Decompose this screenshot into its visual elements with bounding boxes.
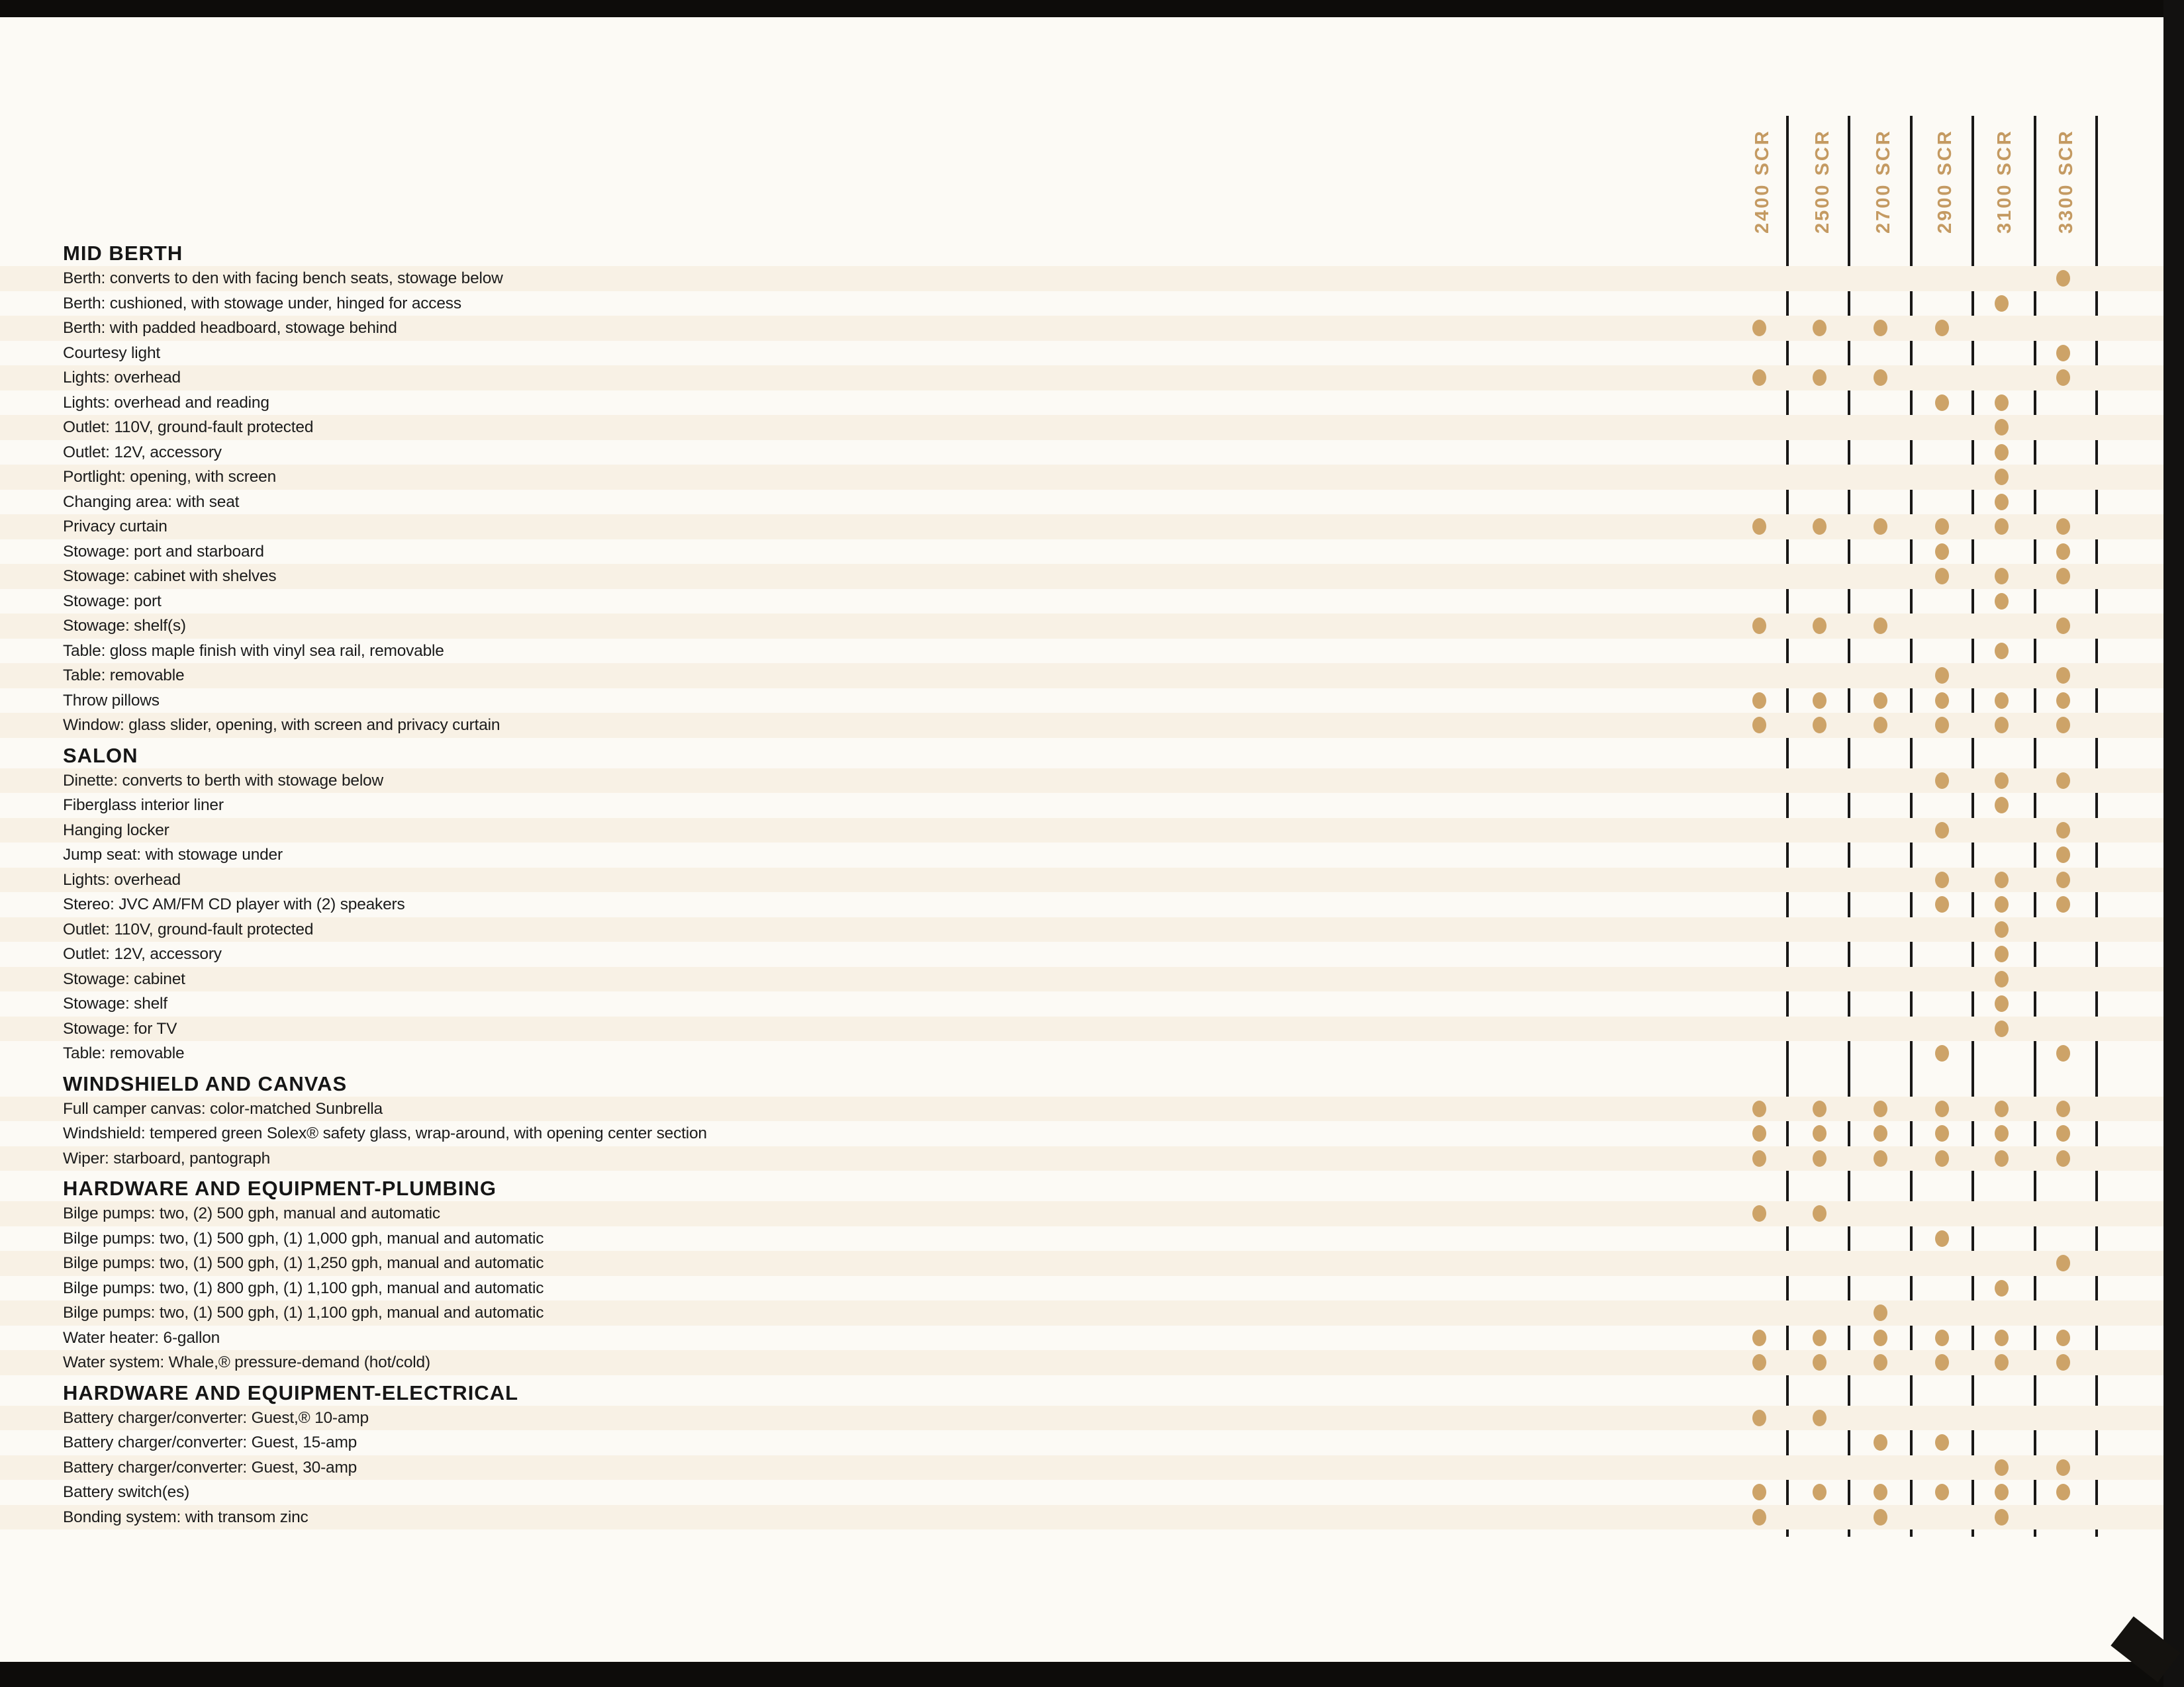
feature-included-dot-2500-scr — [1813, 1410, 1827, 1426]
feature-included-dot-3100-scr — [1995, 568, 2009, 584]
feature-included-dot-3300-scr — [2056, 1045, 2070, 1062]
section-header-hardware-and-equipment-plumbing: HARDWARE AND EQUIPMENT-PLUMBING — [63, 1177, 497, 1200]
feature-label: Lights: overhead — [63, 369, 181, 387]
feature-row-stowage-port — [0, 589, 2163, 614]
feature-label: Outlet: 110V, ground-fault protected — [63, 418, 314, 436]
feature-included-dot-3300-scr — [2056, 1125, 2070, 1142]
feature-included-dot-2700-scr — [1874, 1434, 1887, 1451]
feature-included-dot-2400-scr — [1752, 1205, 1766, 1222]
feature-included-dot-2700-scr — [1874, 1150, 1887, 1167]
feature-row-bilge-pumps-two-1-500-gph-1-1-000-gph-ma — [0, 1226, 2163, 1252]
feature-included-dot-3100-scr — [1995, 643, 2009, 659]
feature-included-dot-3300-scr — [2056, 369, 2070, 386]
feature-included-dot-3300-scr — [2056, 846, 2070, 863]
feature-included-dot-2900-scr — [1935, 822, 1949, 839]
feature-label: Courtesy light — [63, 343, 160, 362]
feature-row-stowage-cabinet-with-shelves — [0, 564, 2163, 589]
feature-included-dot-3300-scr — [2056, 667, 2070, 684]
feature-included-dot-3300-scr — [2056, 518, 2070, 535]
feature-label: Stowage: for TV — [63, 1019, 177, 1038]
feature-row-lights-overhead — [0, 868, 2163, 893]
feature-included-dot-3100-scr — [1995, 469, 2009, 485]
feature-label: Outlet: 12V, accessory — [63, 945, 222, 963]
feature-included-dot-3100-scr — [1995, 1125, 2009, 1142]
feature-label: Battery charger/converter: Guest,® 10-amp — [63, 1408, 369, 1427]
feature-included-dot-2900-scr — [1935, 394, 1949, 411]
feature-included-dot-3300-scr — [2056, 772, 2070, 789]
feature-included-dot-3100-scr — [1995, 1150, 2009, 1167]
feature-included-dot-2400-scr — [1752, 617, 1766, 634]
feature-row-bilge-pumps-two-1-500-gph-1-1-100-gph-ma — [0, 1300, 2163, 1326]
feature-included-dot-2900-scr — [1935, 568, 1949, 584]
feature-included-dot-2400-scr — [1752, 1410, 1766, 1426]
feature-row-privacy-curtain — [0, 514, 2163, 539]
feature-label: Bilge pumps: two, (1) 500 gph, (1) 1,100 gph, manual and automatic — [63, 1304, 544, 1322]
feature-included-dot-3100-scr — [1995, 494, 2009, 510]
feature-included-dot-3100-scr — [1995, 1459, 2009, 1476]
feature-included-dot-3300-scr — [2056, 872, 2070, 888]
feature-included-dot-2700-scr — [1874, 369, 1887, 386]
feature-included-dot-2900-scr — [1935, 543, 1949, 560]
column-header-3300-scr: 3300 SCR — [2056, 129, 2077, 234]
feature-included-dot-2700-scr — [1874, 1125, 1887, 1142]
feature-label: Window: glass slider, opening, with screen and privacy curtain — [63, 716, 500, 734]
feature-included-dot-2500-scr — [1813, 1484, 1827, 1500]
feature-included-dot-2900-scr — [1935, 692, 1949, 709]
feature-included-dot-3100-scr — [1995, 717, 2009, 733]
feature-included-dot-3100-scr — [1995, 971, 2009, 987]
feature-included-dot-3300-scr — [2056, 617, 2070, 634]
feature-label: Berth: converts to den with facing bench seats, stowage below — [63, 269, 503, 287]
feature-included-dot-3300-scr — [2056, 270, 2070, 287]
feature-row-stowage-port-and-starboard — [0, 539, 2163, 565]
feature-label: Bonding system: with transom zinc — [63, 1508, 309, 1526]
feature-included-dot-2700-scr — [1874, 1304, 1887, 1321]
section-header-salon: SALON — [63, 743, 138, 767]
feature-label: Stowage: port — [63, 592, 162, 610]
feature-included-dot-2900-scr — [1935, 1354, 1949, 1371]
feature-row-bilge-pumps-two-1-500-gph-1-1-250-gph-ma — [0, 1251, 2163, 1276]
feature-included-dot-2400-scr — [1752, 1150, 1766, 1167]
feature-included-dot-2900-scr — [1935, 717, 1949, 733]
feature-included-dot-3300-scr — [2056, 1255, 2070, 1271]
feature-row-windshield-tempered-green-solex-safety-g — [0, 1121, 2163, 1146]
feature-included-dot-2500-scr — [1813, 1354, 1827, 1371]
feature-included-dot-2400-scr — [1752, 369, 1766, 386]
feature-label: Privacy curtain — [63, 518, 167, 535]
feature-included-dot-2700-scr — [1874, 1509, 1887, 1526]
feature-included-dot-3300-scr — [2056, 1330, 2070, 1346]
feature-row-bilge-pumps-two-1-800-gph-1-1-100-gph-ma — [0, 1276, 2163, 1301]
feature-label: Jump seat: with stowage under — [63, 846, 283, 864]
feature-included-dot-3100-scr — [1995, 1280, 2009, 1297]
feature-label: Throw pillows — [63, 691, 160, 709]
feature-included-dot-3100-scr — [1995, 1101, 2009, 1117]
feature-label: Bilge pumps: two, (2) 500 gph, manual and automatic — [63, 1205, 440, 1222]
feature-label: Stowage: shelf(s) — [63, 617, 186, 635]
feature-included-dot-3100-scr — [1995, 444, 2009, 461]
feature-row-dinette-converts-to-berth-with-stowage-b — [0, 768, 2163, 794]
feature-included-dot-3300-scr — [2056, 1354, 2070, 1371]
feature-label: Stowage: cabinet with shelves — [63, 567, 277, 585]
column-header-3100-scr: 3100 SCR — [1994, 129, 2015, 234]
feature-included-dot-2400-scr — [1752, 1484, 1766, 1500]
feature-label: Full camper canvas: color-matched Sunbrella — [63, 1099, 383, 1118]
feature-included-dot-2500-scr — [1813, 369, 1827, 386]
feature-included-dot-3300-scr — [2056, 1484, 2070, 1500]
feature-row-stowage-shelf-s — [0, 614, 2163, 639]
feature-included-dot-2900-scr — [1935, 667, 1949, 684]
feature-included-dot-2500-scr — [1813, 1125, 1827, 1142]
feature-row-wiper-starboard-pantograph — [0, 1146, 2163, 1171]
feature-included-dot-2500-scr — [1813, 617, 1827, 634]
feature-included-dot-2700-scr — [1874, 518, 1887, 535]
feature-included-dot-3300-scr — [2056, 1459, 2070, 1476]
feature-row-berth-with-padded-headboard-stowage-behi — [0, 316, 2163, 341]
feature-row-battery-charger-converter-guest-30-amp — [0, 1455, 2163, 1481]
feature-included-dot-2900-scr — [1935, 872, 1949, 888]
feature-label: Changing area: with seat — [63, 492, 240, 511]
feature-included-dot-3300-scr — [2056, 345, 2070, 361]
feature-row-outlet-12v-accessory — [0, 440, 2163, 465]
feature-label: Portlight: opening, with screen — [63, 468, 277, 486]
feature-row-full-camper-canvas-color-matched-sunbrel — [0, 1097, 2163, 1122]
feature-included-dot-2900-scr — [1935, 1150, 1949, 1167]
feature-included-dot-2700-scr — [1874, 617, 1887, 634]
feature-included-dot-2400-scr — [1752, 1330, 1766, 1346]
feature-included-dot-3100-scr — [1995, 872, 2009, 888]
feature-row-table-removable — [0, 1041, 2163, 1066]
feature-included-dot-3100-scr — [1995, 772, 2009, 789]
feature-included-dot-3100-scr — [1995, 518, 2009, 535]
feature-included-dot-2700-scr — [1874, 1101, 1887, 1117]
feature-label: Hanging locker — [63, 821, 169, 839]
feature-row-lights-overhead-and-reading — [0, 390, 2163, 416]
feature-label: Bilge pumps: two, (1) 800 gph, (1) 1,100 gph, manual and automatic — [63, 1279, 544, 1297]
feature-included-dot-2400-scr — [1752, 320, 1766, 336]
feature-included-dot-2400-scr — [1752, 717, 1766, 733]
feature-label: Stowage: shelf — [63, 995, 167, 1013]
feature-label: Battery charger/converter: Guest, 30-amp — [63, 1458, 357, 1477]
feature-included-dot-3100-scr — [1995, 692, 2009, 709]
scan-edge-right — [2163, 0, 2184, 1687]
feature-included-dot-2500-scr — [1813, 1101, 1827, 1117]
feature-included-dot-2700-scr — [1874, 717, 1887, 733]
feature-row-stereo-jvc-am-fm-cd-player-with-2-speake — [0, 892, 2163, 917]
feature-row-battery-charger-converter-guest-10-amp — [0, 1406, 2163, 1431]
feature-included-dot-3300-scr — [2056, 896, 2070, 913]
feature-included-dot-3100-scr — [1995, 946, 2009, 962]
feature-row-throw-pillows — [0, 688, 2163, 713]
feature-row-bonding-system-with-transom-zinc — [0, 1505, 2163, 1530]
feature-label: Berth: cushioned, with stowage under, hinged for access — [63, 294, 461, 312]
feature-included-dot-3100-scr — [1995, 1354, 2009, 1371]
feature-included-dot-2500-scr — [1813, 1205, 1827, 1222]
section-header-hardware-and-equipment-electrical: HARDWARE AND EQUIPMENT-ELECTRICAL — [63, 1381, 519, 1404]
feature-label: Battery charger/converter: Guest, 15-amp — [63, 1434, 357, 1451]
feature-label: Dinette: converts to berth with stowage below — [63, 771, 383, 790]
feature-included-dot-3100-scr — [1995, 896, 2009, 913]
feature-included-dot-2500-scr — [1813, 717, 1827, 733]
feature-included-dot-3300-scr — [2056, 1101, 2070, 1117]
feature-included-dot-2900-scr — [1935, 1434, 1949, 1451]
feature-included-dot-2500-scr — [1813, 1330, 1827, 1346]
feature-included-dot-2900-scr — [1935, 896, 1949, 913]
feature-included-dot-2400-scr — [1752, 518, 1766, 535]
feature-included-dot-2400-scr — [1752, 1509, 1766, 1526]
feature-included-dot-3300-scr — [2056, 568, 2070, 584]
feature-included-dot-2400-scr — [1752, 692, 1766, 709]
feature-included-dot-2500-scr — [1813, 692, 1827, 709]
feature-included-dot-3300-scr — [2056, 822, 2070, 839]
feature-row-water-heater-6-gallon — [0, 1326, 2163, 1351]
feature-row-table-removable — [0, 663, 2163, 688]
feature-row-changing-area-with-seat — [0, 490, 2163, 515]
feature-row-battery-switch-es — [0, 1480, 2163, 1505]
feature-label: Fiberglass interior liner — [63, 796, 224, 814]
feature-included-dot-2900-scr — [1935, 1230, 1949, 1247]
feature-label: Wiper: starboard, pantograph — [63, 1149, 271, 1167]
feature-label: Stereo: JVC AM/FM CD player with (2) speakers — [63, 895, 405, 913]
feature-row-berth-converts-to-den-with-facing-bench- — [0, 266, 2163, 291]
feature-label: Table: removable — [63, 666, 185, 684]
feature-label: Bilge pumps: two, (1) 500 gph, (1) 1,250 gph, manual and automatic — [63, 1254, 544, 1272]
feature-row-outlet-12v-accessory — [0, 942, 2163, 967]
feature-included-dot-2400-scr — [1752, 1354, 1766, 1371]
feature-row-outlet-110v-ground-fault-protected — [0, 415, 2163, 440]
feature-included-dot-2400-scr — [1752, 1101, 1766, 1117]
feature-included-dot-3300-scr — [2056, 543, 2070, 560]
column-header-2500-scr: 2500 SCR — [1812, 129, 1833, 234]
feature-included-dot-2900-scr — [1935, 1045, 1949, 1062]
feature-included-dot-3100-scr — [1995, 1509, 2009, 1526]
feature-row-portlight-opening-with-screen — [0, 465, 2163, 490]
feature-row-hanging-locker — [0, 818, 2163, 843]
feature-included-dot-2900-scr — [1935, 1484, 1949, 1500]
feature-row-water-system-whale-pressure-demand-hot-c — [0, 1350, 2163, 1375]
feature-included-dot-2700-scr — [1874, 692, 1887, 709]
column-header-2400-scr: 2400 SCR — [1752, 129, 1773, 234]
feature-included-dot-3100-scr — [1995, 921, 2009, 938]
feature-included-dot-3300-scr — [2056, 717, 2070, 733]
column-header-2700-scr: 2700 SCR — [1873, 129, 1894, 234]
feature-included-dot-2900-scr — [1935, 772, 1949, 789]
feature-label: Lights: overhead and reading — [63, 393, 269, 412]
section-header-mid-berth: MID BERTH — [63, 242, 183, 265]
column-header-2900-scr: 2900 SCR — [1934, 129, 1956, 234]
feature-row-fiberglass-interior-liner — [0, 793, 2163, 818]
feature-included-dot-2700-scr — [1874, 1354, 1887, 1371]
feature-included-dot-2500-scr — [1813, 518, 1827, 535]
feature-included-dot-2700-scr — [1874, 1330, 1887, 1346]
feature-included-dot-3100-scr — [1995, 995, 2009, 1012]
feature-included-dot-2900-scr — [1935, 1330, 1949, 1346]
feature-label: Windshield: tempered green Solex® safety glass, wrap-around, with opening center section — [63, 1124, 707, 1142]
feature-included-dot-3100-scr — [1995, 394, 2009, 411]
feature-label: Table: gloss maple finish with vinyl sea rail, removable — [63, 641, 444, 660]
feature-included-dot-3100-scr — [1995, 419, 2009, 435]
feature-label: Stowage: cabinet — [63, 970, 185, 988]
feature-row-courtesy-light — [0, 341, 2163, 366]
feature-included-dot-2900-scr — [1935, 320, 1949, 336]
feature-row-lights-overhead — [0, 365, 2163, 390]
feature-row-bilge-pumps-two-2-500-gph-manual-and-aut — [0, 1201, 2163, 1226]
feature-included-dot-3100-scr — [1995, 1330, 2009, 1346]
feature-included-dot-3100-scr — [1995, 797, 2009, 813]
feature-included-dot-3100-scr — [1995, 295, 2009, 312]
feature-included-dot-2500-scr — [1813, 1150, 1827, 1167]
feature-row-stowage-shelf — [0, 991, 2163, 1017]
feature-included-dot-2900-scr — [1935, 1101, 1949, 1117]
feature-included-dot-2900-scr — [1935, 518, 1949, 535]
feature-row-table-gloss-maple-finish-with-vinyl-sea- — [0, 639, 2163, 664]
feature-included-dot-2400-scr — [1752, 1125, 1766, 1142]
feature-label: Outlet: 12V, accessory — [63, 443, 222, 461]
feature-row-berth-cushioned-with-stowage-under-hinge — [0, 291, 2163, 316]
feature-label: Bilge pumps: two, (1) 500 gph, (1) 1,000 gph, manual and automatic — [63, 1229, 544, 1248]
feature-label: Lights: overhead — [63, 870, 181, 889]
feature-included-dot-3300-scr — [2056, 692, 2070, 709]
feature-row-stowage-cabinet — [0, 967, 2163, 992]
feature-label: Water heater: 6-gallon — [63, 1328, 220, 1347]
feature-included-dot-2700-scr — [1874, 1484, 1887, 1500]
scan-edge-bottom — [0, 1662, 2184, 1687]
section-header-windshield-and-canvas: WINDSHIELD AND CANVAS — [63, 1071, 348, 1095]
feature-label: Berth: with padded headboard, stowage behind — [63, 319, 397, 337]
feature-label: Outlet: 110V, ground-fault protected — [63, 920, 314, 938]
feature-row-window-glass-slider-opening-with-screen- — [0, 713, 2163, 738]
feature-label: Battery switch(es) — [63, 1483, 190, 1501]
scan-edge-top — [0, 0, 2184, 17]
feature-row-outlet-110v-ground-fault-protected — [0, 917, 2163, 942]
feature-included-dot-3300-scr — [2056, 1150, 2070, 1167]
feature-label: Stowage: port and starboard — [63, 542, 264, 561]
feature-included-dot-2700-scr — [1874, 320, 1887, 336]
feature-row-battery-charger-converter-guest-15-amp — [0, 1430, 2163, 1455]
feature-included-dot-2500-scr — [1813, 320, 1827, 336]
feature-row-stowage-for-tv — [0, 1017, 2163, 1042]
feature-label: Table: removable — [63, 1044, 185, 1062]
feature-included-dot-2900-scr — [1935, 1125, 1949, 1142]
feature-included-dot-3100-scr — [1995, 1021, 2009, 1037]
feature-label: Water system: Whale,® pressure-demand (hot/cold) — [63, 1353, 430, 1371]
feature-included-dot-3100-scr — [1995, 1484, 2009, 1500]
feature-row-jump-seat-with-stowage-under — [0, 843, 2163, 868]
feature-included-dot-3100-scr — [1995, 593, 2009, 610]
